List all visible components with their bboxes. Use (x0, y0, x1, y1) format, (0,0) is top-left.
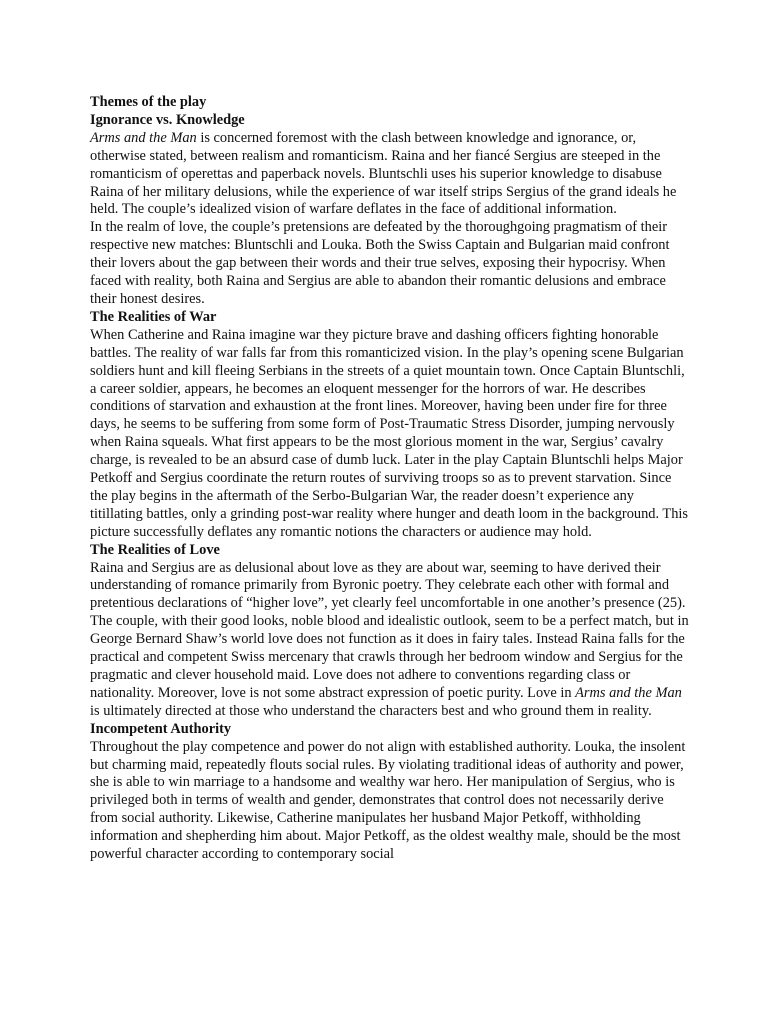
paragraph: In the realm of love, the couple’s pretensions are defeated by the thoroughgoing pragmatism of their respective new matches: Bluntschli and Louka. Both the Swiss Captain and Bulgarian maid confront their lovers about the gap between their words and their true selves, exposing their hypocrisy. When faced with reality, both Raina and Sergius are able to abandon their romantic delusions and embrace their honest desires. (90, 219, 670, 307)
paragraph-text: is concerned foremost with the clash between knowledge and ignorance, or, otherwise stated, between realism and romanticism. Raina and her fiancé Sergius are steeped in the romanticism of operettas and paperback novels. Bluntschli uses his superior knowledge to disabuse Raina of her military delusions, while the experience of war itself strips Sergius of the grand ideals he held. The couple’s idealized vision of warfare deflates in the face of additional information. (90, 129, 677, 218)
italic-title: Arms and the Man (575, 684, 682, 701)
paragraph (90, 130, 690, 220)
paragraph: When Catherine and Raina imagine war they picture brave and dashing officers fighting honorable battles. The reality of war falls far from this romanticized vision. In the play’s opening scene Bulgarian soldiers hunt and kill fleeing Serbians in the streets of a quiet mountain town. Once Captain Bluntschli, a career soldier, appears, he becomes an eloquent messenger for the horrors of war. He describes conditions of starvation and exhaustion at the front lines. Moreover, having been under fire for three days, he seems to be suffering from some form of Post-Traumatic Stress Disorder, jumping nervously when Raina squeals. What first appears to be the most glorious moment in the war, Sergius’ cavalry charge, is revealed to be an absurd case of dumb luck. Later in the play Captain Bluntschli helps Major Petkoff and Sergius coordinate the return routes of surviving troops so as to prevent starvation. Since the play begins in the aftermath of the Serbo-Bulgarian War, the reader doesn’t experience any titillating battles, only a grinding post-war reality where hunger and death loom in the background. This picture successfully deflates any romantic notions the characters or audience may hold. (90, 326, 689, 540)
paragraph-text: is ultimately directed at those who understand the characters best and who ground them in reality. (90, 702, 652, 719)
section-heading-love: The Realities of Love (90, 541, 220, 558)
paragraph: Throughout the play competence and power do not align with established authority. Louka, the insolent but charming maid, repeatedly flouts social rules. By violating traditional ideas of authority and power, she is able to win marriage to a handsome and wealthy war hero. Her manipulation of Sergius, who is privileged both in terms of wealth and gender, demonstrates that control does not necessarily derive from social authority. Likewise, Catherine manipulates her husband Major Petkoff, withholding information and shepherding him about. Major Petkoff, as the oldest wealthy male, should be the most powerful character according to contemporary social (90, 738, 686, 863)
document-page (90, 94, 690, 864)
paragraph (90, 560, 690, 721)
document-title: Themes of the play (90, 94, 207, 110)
section-heading-authority: Incompetent Authority (90, 720, 232, 737)
section-heading-war: The Realities of War (90, 308, 217, 325)
italic-title: Arms and the Man (90, 129, 197, 146)
paragraph-text: Raina and Sergius are as delusional about love as they are about war, seeming to have derived their understanding of romance primarily from Byronic poetry. They celebrate each other with formal and pretentious declarations of “higher love”, yet clearly feel uncomfortable in one another’s presence (25). The couple, with their good looks, noble blood and idealistic outlook, seem to be a perfect match, but in George Bernard Shaw’s world love does not function as it does in fairy tales. Instead Raina falls for the practical and competent Swiss mercenary that crawls through her bedroom window and Sergius for the pragmatic and clever household maid. Love does not adhere to conventions regarding class or nationality. Moreover, love is not some abstract expression of poetic purity. Love in (90, 559, 689, 701)
section-heading-ignorance: Ignorance vs. Knowledge (90, 111, 245, 128)
